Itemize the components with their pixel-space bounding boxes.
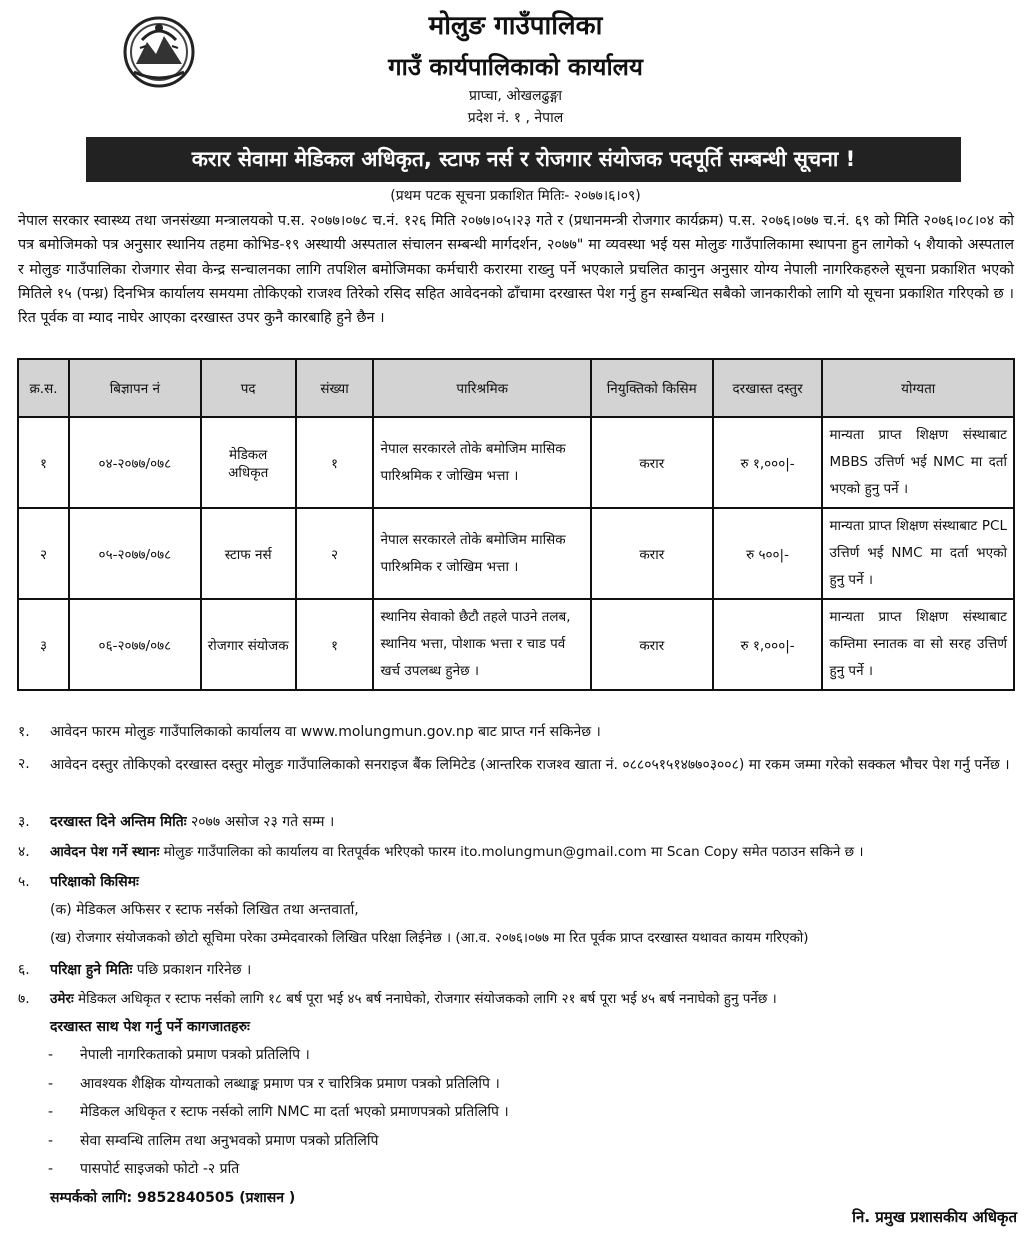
col-header-fee: दरखास्त दस्तुर [713, 359, 823, 417]
note-6-number: ६. [18, 962, 30, 978]
note-1-text: आवेदन फारम मोलुङ गाउँपालिकाको कार्यालय वा www.molungmun.gov.np बाट प्राप्त गर्न सकिनेछ । [50, 724, 601, 740]
note-1 [50, 720, 1012, 744]
address-line-1: प्राप्चा, ओखलढुङ्गा [469, 88, 562, 104]
document-item: सेवा सम्वन्धि तालिम तथा अनुभवको प्रमाण पत्रको प्रतिलिपि [80, 1133, 379, 1149]
note-3-text: २०७७ असोज २३ गते सम्म । [186, 814, 335, 830]
intro-paragraph: नेपाल सरकार स्वास्थ्य तथा जनसंख्या मन्त्रालयको प.स. २०७७।०७८ च.नं. १२६ मिति २०७७।०५।२३ गते र (प्रधानमन्त्री रोजगार कार्यक्रम) प.स. २०७६।०७७ च.नं. ६९ को मिति २०७६।०८।०४ को पत्र बमोजिमको पत्र अनुसार स्थानिय तहमा कोभिड-१९ अस्थायी अस्पताल संचालन सम्बन्धी मार्गदर्शन, २०७७" मा व्यवस्था भई यस मोलुङ गाउँपालिकामा स्थापना हुन लागेको ५ शैयाको अस्पताल र मोलुङ गाउँपालिका रोजगार सेवा केन्द्र सन्चालनका लागि तपशिल बमोजिमका कर्मचारी करारमा राख्नु पर्ने भएकाले प्रचलित कानुन अनुसार योग्य नेपाली नागरिकहरुले सूचना प्रकाशित भएको मितिले १५ (पन्ध्र) दिनभित्र कार्यालय समयमा तोकिएको राजश्व तिरेको रसिद सहित आवेदनको ढाँचामा दरखास्त पेश गर्नु हुन सम्बन्धित सबैको जानकारीको लागि यो सूचना प्रकाशित गरिएको छ । रित पूर्वक वा म्याद नाघेर आएका दरखास्त उपर कुनै कारबाहि हुने छैन । [18, 213, 1014, 327]
note-4 [50, 840, 1012, 864]
address-line-2: प्रदेश नं. १ , नेपाल [467, 110, 564, 126]
cell-salary: स्थानिय सेवाको छैटौ तहले पाउने तलब, स्थानिय भत्ता, पोशाक भत्ता र चाड पर्व खर्च उपलब्ध हुनेछ । [373, 599, 590, 690]
note-2 [50, 752, 1012, 778]
note-1-number: १. [18, 724, 30, 740]
signatory: नि. प्रमुख प्रशासकीय अधिकृत [852, 1208, 1017, 1226]
document-item: पासपोर्ट साइजको फोटो -२ प्रति [80, 1161, 240, 1177]
cell-sn: ३ [18, 599, 69, 690]
cell-fee: रु ५००|- [713, 508, 823, 599]
table-header-row [18, 359, 1014, 417]
note-4-number: ४. [18, 844, 30, 860]
cell-post: स्टाफ नर्स [201, 508, 296, 599]
col-header-type: नियुक्तिको किसिम [591, 359, 713, 417]
cell-fee: रु १,०००|- [713, 599, 823, 690]
note-3-label: दरखास्त दिने अन्तिम मितिः [50, 814, 187, 830]
cell-salary: नेपाल सरकारले तोके बमोजिम मासिक पारिश्रमिक र जोखिम भत्ता । [373, 417, 590, 508]
cell-count: २ [296, 508, 374, 599]
notice-title: करार सेवामा मेडिकल अधिकृत, स्टाफ नर्स र रोजगार संयोजक पदपूर्ति सम्बन्धी सूचना ! [86, 137, 961, 182]
note-5-number: ५. [18, 874, 30, 890]
list-bullet: - [48, 1104, 54, 1120]
cell-type: करार [591, 417, 713, 508]
cell-ad-no: ०६-२०७७/०७८ [69, 599, 201, 690]
col-header-post: पद [201, 359, 296, 417]
cell-post: रोजगार संयोजक [201, 599, 296, 690]
cell-count: १ [296, 417, 374, 508]
col-header-qualification: योग्यता [822, 359, 1014, 417]
col-header-salary: पारिश्रमिक [373, 359, 590, 417]
note-6-text: पछि प्रकाशन गरिनेछ । [132, 962, 252, 978]
table-row [18, 508, 1014, 599]
org-name: मोलुङ गाउँपालिका [428, 11, 603, 41]
note-7-text: मेडिकल अधिकृत र स्टाफ नर्सको लागि १८ बर्ष पूरा भई ४५ बर्ष ननाघेको, रोजगार संयोजकको लागि २१ बर्ष पूरा भई ४५ बर्ष ननाघेको हुनु पर्नेछ । [73, 991, 777, 1007]
note-2-text: आवेदन दस्तुर तोकिएको दरखास्त दस्तुर मोलुङ गाउँपालिकाको सनराइज बैंक लिमिटेड (आन्तरिक राजश्व खाता नं. ०८८०५१५१४७७०३००८) मा रकम जम्मा गरेको सक्कल भौचर पेश गर्नु पर्नेछ । [50, 757, 1010, 773]
note-6-label: परिक्षा हुने मितिः [50, 962, 133, 978]
list-bullet: - [48, 1076, 54, 1092]
cell-type: करार [591, 508, 713, 599]
note-2-number: २. [18, 756, 30, 772]
vacancy-table [17, 358, 1015, 691]
col-header-ad-no: बिज्ञापन नं [69, 359, 201, 417]
note-4-label: आवेदन पेश गर्ने स्थानः [50, 844, 160, 860]
cell-sn: १ [18, 417, 69, 508]
documents-heading: दरखास्त साथ पेश गर्नु पर्ने कागजातहरुः [50, 1019, 250, 1035]
cell-ad-no: ०४-२०७७/०७८ [69, 417, 201, 508]
cell-count: १ [296, 599, 374, 690]
list-bullet: - [48, 1133, 54, 1149]
document-item: नेपाली नागरिकताको प्रमाण पत्रको प्रतिलिपि । [80, 1047, 310, 1063]
note-5 [50, 870, 1012, 894]
note-5-item-a: (क) मेडिकल अफिसर र स्टाफ नर्सको लिखित तथा अन्तवार्ता, [50, 902, 359, 918]
cell-post: मेडिकल अधिकृत [201, 417, 296, 508]
note-3-number: ३. [18, 814, 30, 830]
cell-ad-no: ०५-२०७७/०७८ [69, 508, 201, 599]
col-header-count: संख्या [296, 359, 374, 417]
cell-fee: रु १,०००|- [713, 417, 823, 508]
list-bullet: - [48, 1161, 54, 1177]
cell-qualification: मान्यता प्राप्त शिक्षण संस्थाबाट PCL उत्तिर्ण भई NMC मा दर्ता भएको हुनु पर्ने । [822, 508, 1014, 599]
col-header-sn: क्र.स. [18, 359, 69, 417]
cell-qualification: मान्यता प्राप्त शिक्षण संस्थाबाट कम्तिमा स्नातक वा सो सरह उत्तिर्ण हुनु पर्ने । [822, 599, 1014, 690]
note-5-label: परिक्षाको किसिमः [50, 874, 139, 890]
cell-sn: २ [18, 508, 69, 599]
publication-date: (प्रथम पटक सूचना प्रकाशित मितिः- २०७७।६।०९) [390, 188, 641, 204]
note-6 [50, 958, 1012, 982]
table-row [18, 417, 1014, 508]
cell-salary: नेपाल सरकारले तोके बमोजिम मासिक पारिश्रमिक र जोखिम भत्ता । [373, 508, 590, 599]
note-7 [50, 987, 1012, 1011]
table-row [18, 599, 1014, 690]
note-7-number: ७. [18, 991, 30, 1007]
document-item: आवश्यक शैक्षिक योग्यताको लब्धाङ्क प्रमाण पत्र र चारित्रिक प्रमाण पत्रको प्रतिलिपि । [80, 1076, 500, 1092]
cell-qualification: मान्यता प्राप्त शिक्षण संस्थाबाट MBBS उत्तिर्ण भई NMC मा दर्ता भएको हुनु पर्ने । [822, 417, 1014, 508]
office-name: गाउँ कार्यपालिकाको कार्यालय [388, 53, 643, 81]
note-7-label: उमेरः [50, 991, 74, 1007]
note-5-item-b: (ख) रोजगार संयोजकको छोटो सूचिमा परेका उम्मेदवारको लिखित परिक्षा लिईनेछ । (आ.व. २०७६।०७७ मा रित पूर्वक प्राप्त दरखास्त यथावत कायम गरिएको) [50, 930, 809, 946]
cell-type: करार [591, 599, 713, 690]
note-3 [50, 810, 1012, 834]
document-item: मेडिकल अधिकृत र स्टाफ नर्सको लागि NMC मा दर्ता भएको प्रमाणपत्रको प्रतिलिपि । [80, 1104, 509, 1120]
note-4-text: मोलुङ गाउँपालिका को कार्यालय वा रितपूर्वक भरिएको फारम ito.molungmun@gmail.com मा Scan Copy समेत पठाउन सकिने छ । [159, 844, 864, 860]
contact-line: सम्पर्कको लागि: 9852840505 (प्रशासन ) [50, 1190, 296, 1206]
list-bullet: - [48, 1047, 54, 1063]
